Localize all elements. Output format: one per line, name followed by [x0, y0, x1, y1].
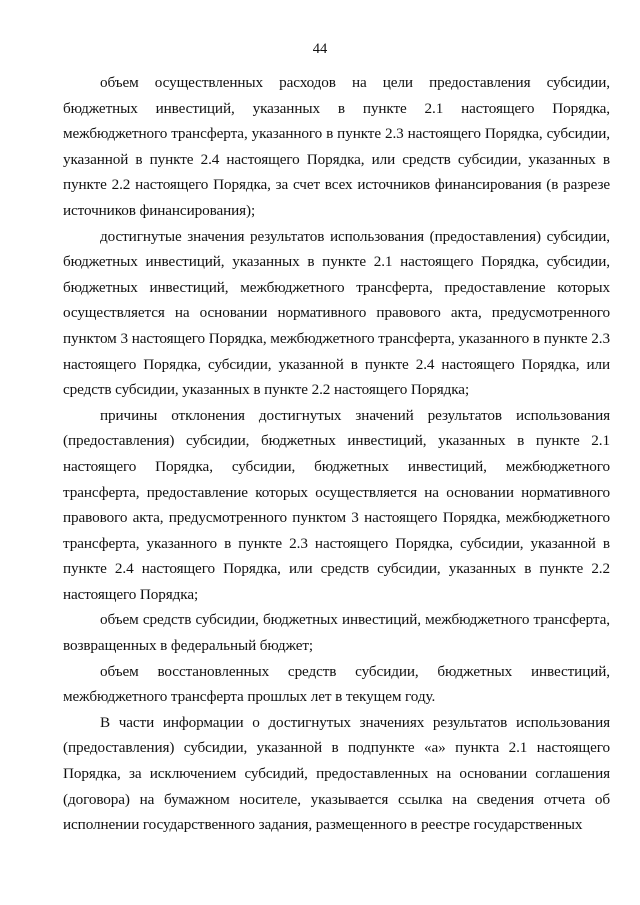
- paragraph-restored-funds: объем восстановленных средств субсидии, бюджетных инвестиций, межбюджетного трансферта прошлых лет в текущем году.: [63, 662, 610, 706]
- document-body: [63, 70, 610, 838]
- page-number: 44: [312, 41, 328, 57]
- paragraph-state-assignment-info: В части информации о достигнутых значениях результатов использования (предоставления) субсидии, указанной в подпункте «а» пункта 2.1 настоящего Порядка, за исключением субсидий, предоставленных на основании соглашения (договора) на бумажном носителе, указывается ссылка на сведения отчета об исполнении государственного задания, размещенного в реестре государственных: [63, 713, 610, 834]
- paragraph-returned-funds: объем средств субсидии, бюджетных инвестиций, межбюджетного трансферта, возвращенных в федеральный бюджет;: [63, 611, 610, 655]
- paragraph-expenses-volume: объем осуществленных расходов на цели предоставления субсидии, бюджетных инвестиций, указанных в пункте 2.1 настоящего Порядка, межбюджетного трансферта, указанного в пункте 2.3 настоящего Порядка, субсидии, указанной в пункте 2.4 настоящего Порядка, или средств субсидии, указанных в пункте 2.2 настоящего Порядка, за счет всех источников финансирования (в разрезе источников финансирования);: [63, 74, 610, 219]
- paragraph-achieved-values: достигнутые значения результатов использования (предоставления) субсидии, бюджетных инвестиций, указанных в пункте 2.1 настоящего Порядка, субсидии, бюджетных инвестиций, межбюджетного трансферта, предоставление которых осуществляется на основании нормативного правового акта, предусмотренного пунктом 3 настоящего Порядка, межбюджетного трансферта, указанного в пункте 2.3 настоящего Порядка, субсидии, указанной в пункте 2.4 настоящего Порядка, или средств субсидии, указанных в пункте 2.2 настоящего Порядка;: [63, 227, 610, 399]
- paragraph-deviation-reasons: причины отклонения достигнутых значений результатов использования (предоставления) субсидии, бюджетных инвестиций, указанных в пункте 2.1 настоящего Порядка, субсидии, бюджетных инвестиций, межбюджетного трансферта, предоставление которых осуществляется на основании нормативного правового акта, предусмотренного пунктом 3 настоящего Порядка, межбюджетного трансферта, указанного в пункте 2.3 настоящего Порядка, субсидии, указанной в пункте 2.4 настоящего Порядка, или средств субсидии, указанных в пункте 2.2 настоящего Порядка;: [63, 406, 610, 603]
